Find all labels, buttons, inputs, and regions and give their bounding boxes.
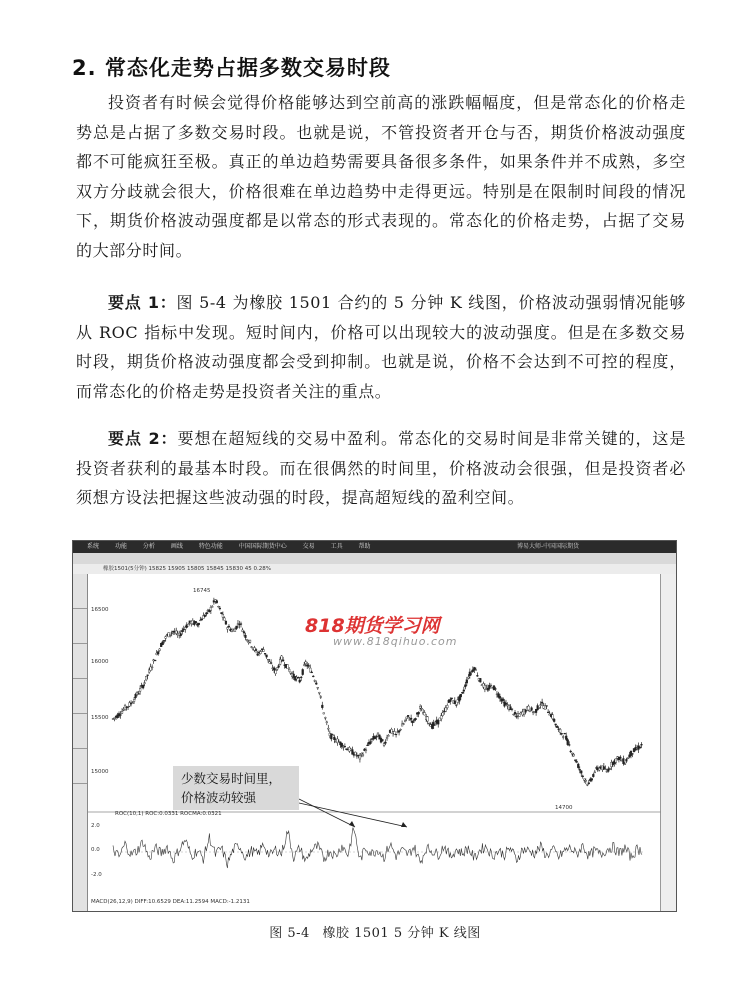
candle-body: [385, 742, 387, 743]
candle-body: [157, 652, 159, 654]
candle-body: [264, 653, 266, 654]
candle-body: [181, 630, 183, 631]
candle-body: [424, 713, 426, 716]
candle-body: [502, 699, 504, 701]
quote-line: 橡胶1501(5分钟) 15825 15905 15805 15845 15830 45 0.28%: [73, 564, 676, 574]
candle-body: [114, 718, 116, 719]
candle-body: [604, 769, 606, 770]
candle-body: [445, 708, 447, 712]
candle-body: [541, 702, 543, 703]
figure-caption-text: 橡胶 1501 5 分钟 K 线图: [322, 926, 481, 941]
point-2-text: 要想在超短线的交易中盈利。常态化的交易时间是非常关键的，这是投资者获利的最基本时段。而在很偶然的时间里，价格波动会很强，但是投资者必须想方设法把握这些波动强的时段，提高超短线的盈利空间。: [76, 429, 686, 507]
candle-body: [620, 757, 622, 758]
roc-tick: -2.0: [91, 872, 102, 878]
candle-body: [263, 650, 265, 652]
high-price-label: 16745: [193, 588, 211, 594]
candle-body: [159, 649, 161, 651]
candle-body: [133, 699, 135, 701]
menu-item[interactable]: 画线: [170, 543, 183, 550]
candle-body: [461, 692, 463, 693]
price-tick: 16000: [91, 659, 109, 665]
candle-body: [121, 712, 123, 714]
candle-body: [580, 771, 582, 773]
menu-item[interactable]: 系统: [87, 543, 100, 550]
menu-item[interactable]: 特色功能: [198, 543, 223, 550]
candle-body: [615, 759, 617, 763]
candle-body: [315, 683, 317, 684]
candle-body: [180, 634, 182, 636]
candle-body: [246, 639, 248, 640]
candle-body: [490, 685, 492, 686]
candle-body: [412, 721, 414, 723]
candle-body: [303, 665, 305, 666]
candle-body: [467, 677, 469, 678]
candle-body: [222, 614, 224, 617]
annotation-callout: [173, 766, 299, 810]
candle-body: [221, 613, 223, 614]
candle-body: [565, 736, 567, 740]
candle-body: [400, 729, 402, 730]
candle-body: [205, 613, 207, 614]
candle-body: [171, 633, 173, 634]
candle-body: [458, 697, 460, 702]
watermark-logo: 818期货学习网: [305, 615, 440, 637]
candle-body: [562, 737, 564, 738]
candle-body: [151, 667, 153, 668]
candle-body: [546, 706, 548, 707]
menu-item[interactable]: 功能: [114, 543, 127, 550]
roc-line: [113, 828, 642, 869]
menu-item[interactable]: 帮助: [358, 543, 371, 550]
candle-body: [299, 680, 301, 682]
candle-body: [365, 750, 367, 751]
candle-body: [278, 666, 280, 668]
candle-body: [419, 706, 421, 708]
candle-body: [376, 736, 378, 737]
candle-body: [446, 705, 448, 707]
candle-body: [499, 696, 501, 698]
candle-body: [120, 715, 122, 716]
candle-body: [344, 746, 346, 747]
candle-body: [255, 649, 257, 650]
candle-body: [464, 685, 466, 687]
candle-body: [585, 780, 587, 781]
candle-body: [598, 768, 600, 770]
candle-body: [362, 754, 364, 756]
candle-body: [321, 705, 323, 708]
candle-body: [355, 752, 357, 755]
candle-body: [323, 713, 325, 714]
candle-body: [154, 660, 156, 661]
low-price-label: 14700: [555, 805, 573, 811]
candle-body: [547, 712, 549, 713]
candle-body: [169, 635, 171, 636]
candle-body: [184, 627, 186, 629]
candle-body: [519, 714, 521, 716]
candle-body: [415, 718, 417, 719]
candle-body: [242, 630, 244, 632]
menu-item[interactable]: 工具: [330, 543, 343, 550]
candle-body: [579, 769, 581, 770]
candle-body: [552, 715, 554, 719]
menu-item[interactable]: 交易: [302, 543, 315, 550]
section-title: 2. 常态化走势占据多数交易时段: [72, 56, 391, 80]
candle-body: [201, 619, 203, 620]
candle-body: [386, 737, 388, 739]
callout-line: 少数交易时间里，: [181, 771, 282, 786]
candle-body: [427, 717, 429, 721]
candle-body: [588, 783, 590, 784]
candle-body: [227, 627, 229, 629]
macd-line: MACD(26,12,9) DIFF:10.6529 DEA:11.2594 MACD:-1.2131: [91, 899, 250, 905]
candle-body: [626, 759, 628, 761]
point-2-label: 要点 2：: [108, 429, 178, 448]
price-tick: 15500: [91, 715, 109, 721]
candle-body: [162, 642, 164, 645]
candle-body: [326, 722, 328, 723]
candle-body: [586, 784, 588, 785]
roc-tick: 2.0: [91, 823, 100, 829]
candle-body: [211, 606, 213, 607]
candle-body: [288, 669, 290, 671]
candle-body: [144, 683, 146, 684]
price-tick: 16500: [91, 607, 109, 613]
candle-body: [421, 708, 423, 709]
candle-body: [324, 717, 326, 718]
point-1-text: 图 5-4 为橡胶 1501 合约的 5 分钟 K 线图，价格波动强弱情况能够从 ROC 指标中发现。短时间内，价格可以出现较大的波动强度。但是在多数交易时段，期货价格波动强度都会受到抑制。也就是说，价格不会达到不可控的程度，而常态化的价格走势是投资者关注的重点。: [76, 293, 686, 401]
candle-body: [243, 632, 245, 633]
candle-body: [475, 670, 477, 671]
paragraph-point-1: [76, 288, 686, 406]
candle-body: [216, 601, 218, 603]
candle-body: [251, 647, 253, 648]
window-title: 博易大师-中国国际期货: [517, 543, 580, 550]
candle-body: [561, 733, 563, 734]
candle-body: [403, 724, 405, 725]
candle-body: [409, 720, 411, 721]
candle-body: [395, 734, 397, 735]
candle-body: [139, 689, 141, 692]
paragraph-intro: 投资者有时候会觉得价格能够达到空前高的涨跌幅幅度，但是常态化的价格走势总是占据了多数交易时段。也就是说，不管投资者开仓与否，期货价格波动强度都不可能疯狂至极。真正的单边趋势需要具备很多条件，如果条件并不成熟，多空双方分歧就会很大，价格很难在单边趋势中走得更远。特别是在限制时间段的情况下，期货价格波动强度都是以常态的形式表现的。常态化的价格走势，占据了交易的大部分时间。: [76, 93, 686, 260]
candle-body: [442, 713, 444, 716]
candle-body: [410, 718, 412, 719]
candle-body: [404, 721, 406, 722]
menu-item[interactable]: 分析: [142, 543, 155, 550]
candle-body: [204, 615, 206, 616]
candle-body: [276, 668, 278, 670]
candle-body: [302, 669, 304, 674]
paragraph-point-2: [76, 424, 686, 513]
candle-body: [479, 678, 481, 682]
candle-body: [454, 701, 456, 704]
candle-body: [228, 626, 230, 627]
roc-tick: 0.0: [91, 847, 100, 853]
candle-body: [260, 652, 262, 654]
chart-screenshot: [72, 540, 677, 912]
candle-body: [451, 698, 453, 699]
candle-body: [460, 694, 462, 697]
candle-body: [245, 635, 247, 637]
candle-body: [576, 761, 578, 762]
candle-body: [249, 640, 251, 642]
candle-body: [567, 740, 569, 745]
candle-body: [198, 623, 200, 625]
candle-body: [318, 692, 320, 693]
candle-body: [317, 687, 319, 688]
arrow-head: [401, 822, 407, 827]
candle-body: [377, 733, 379, 734]
candle-body: [309, 668, 311, 672]
candle-body: [592, 774, 594, 776]
candle-body: [270, 663, 272, 664]
candle-body: [582, 776, 584, 777]
kline-chart: [73, 541, 676, 911]
candle-body: [320, 697, 322, 698]
candle-body: [574, 760, 576, 761]
candle-body: [282, 660, 284, 661]
candle-body: [281, 656, 283, 660]
candle-body: [359, 755, 361, 759]
candle-body: [394, 731, 396, 734]
candle-body: [132, 703, 134, 704]
candle-body: [147, 675, 149, 676]
candle-body: [314, 680, 316, 681]
menu-item[interactable]: 中国国际期货中心: [238, 543, 287, 550]
candle-body: [641, 744, 643, 745]
candle-body: [516, 716, 518, 717]
candle-body: [538, 707, 540, 708]
candle-body: [383, 744, 385, 746]
candle-body: [145, 676, 147, 680]
candle-body: [195, 621, 197, 623]
candle-body: [290, 672, 292, 673]
candle-body: [219, 608, 221, 609]
candle-body: [388, 735, 390, 736]
candle-body: [511, 709, 513, 710]
candle-body: [627, 758, 629, 759]
candle-body: [455, 705, 457, 706]
candle-body: [142, 685, 144, 688]
candle-body: [163, 640, 165, 641]
candle-body: [553, 719, 555, 721]
candle-body: [570, 751, 572, 752]
candle-body: [225, 621, 227, 624]
candle-body: [568, 745, 570, 746]
candle-body: [257, 654, 259, 655]
candle-body: [127, 707, 129, 708]
candle-body: [594, 772, 596, 773]
candle-body: [367, 745, 369, 746]
candle-body: [406, 717, 408, 719]
candle-body: [370, 742, 372, 744]
candle-body: [300, 677, 302, 678]
roc-header: ROC(10,1) ROC:0.0331 ROCMA:0.0321: [115, 811, 222, 817]
candle-body: [297, 677, 299, 678]
candle-body: [175, 631, 177, 634]
candle-body: [624, 764, 626, 765]
candle-body: [217, 606, 219, 607]
candle-body: [165, 637, 167, 639]
candle-body: [287, 665, 289, 669]
candle-body: [418, 712, 420, 714]
candle-body: [623, 759, 625, 764]
candle-body: [330, 734, 332, 739]
candle-body: [463, 690, 465, 691]
candle-body: [571, 753, 573, 754]
candle-body: [632, 753, 634, 754]
candle-body: [407, 715, 409, 716]
candle-body: [224, 618, 226, 620]
candle-body: [476, 675, 478, 676]
watermark-url: www.818qihuo.com: [333, 635, 458, 648]
candle-body: [398, 731, 400, 733]
candle-body: [308, 666, 310, 667]
candle-body: [564, 733, 566, 734]
candle-body: [311, 672, 313, 673]
candle-body: [556, 726, 558, 727]
candle-body: [528, 706, 530, 710]
candle-body: [240, 624, 242, 625]
candle-body: [495, 689, 497, 690]
candle-body: [273, 668, 275, 670]
candle-body: [333, 737, 335, 740]
candle-body: [275, 670, 277, 673]
candle-body: [591, 779, 593, 781]
figure-caption: [0, 922, 750, 941]
candle-body: [514, 712, 516, 714]
candle-body: [234, 629, 236, 632]
candle-body: [312, 676, 314, 677]
candle-body: [428, 723, 430, 724]
candle-body: [266, 655, 268, 657]
candle-body: [577, 764, 579, 768]
candle-body: [332, 735, 334, 736]
candle-body: [382, 740, 384, 741]
candle-body: [236, 626, 238, 629]
candle-body: [529, 711, 531, 712]
candle-body: [138, 694, 140, 695]
candle-body: [531, 708, 533, 711]
candle-body: [639, 747, 641, 748]
candle-body: [573, 754, 575, 756]
candle-body: [305, 662, 307, 664]
candle-body: [609, 769, 611, 770]
candle-body: [210, 607, 212, 610]
price-tick: 15000: [91, 769, 109, 775]
candle-body: [440, 716, 442, 719]
figure-number: 图 5-4: [269, 926, 310, 941]
candle-body: [505, 703, 507, 704]
candle-body: [267, 659, 269, 660]
candle-body: [540, 705, 542, 706]
candle-body: [466, 680, 468, 683]
candle-body: [327, 728, 329, 729]
candle-body: [187, 624, 189, 626]
point-1-label: 要点 1：: [108, 293, 177, 312]
candle-body: [449, 699, 451, 701]
arrow-head: [349, 821, 355, 827]
candle-body: [559, 729, 561, 732]
candle-body: [555, 724, 557, 725]
arrow-line: [299, 799, 355, 827]
callout-line: 价格波动较强: [181, 790, 257, 805]
